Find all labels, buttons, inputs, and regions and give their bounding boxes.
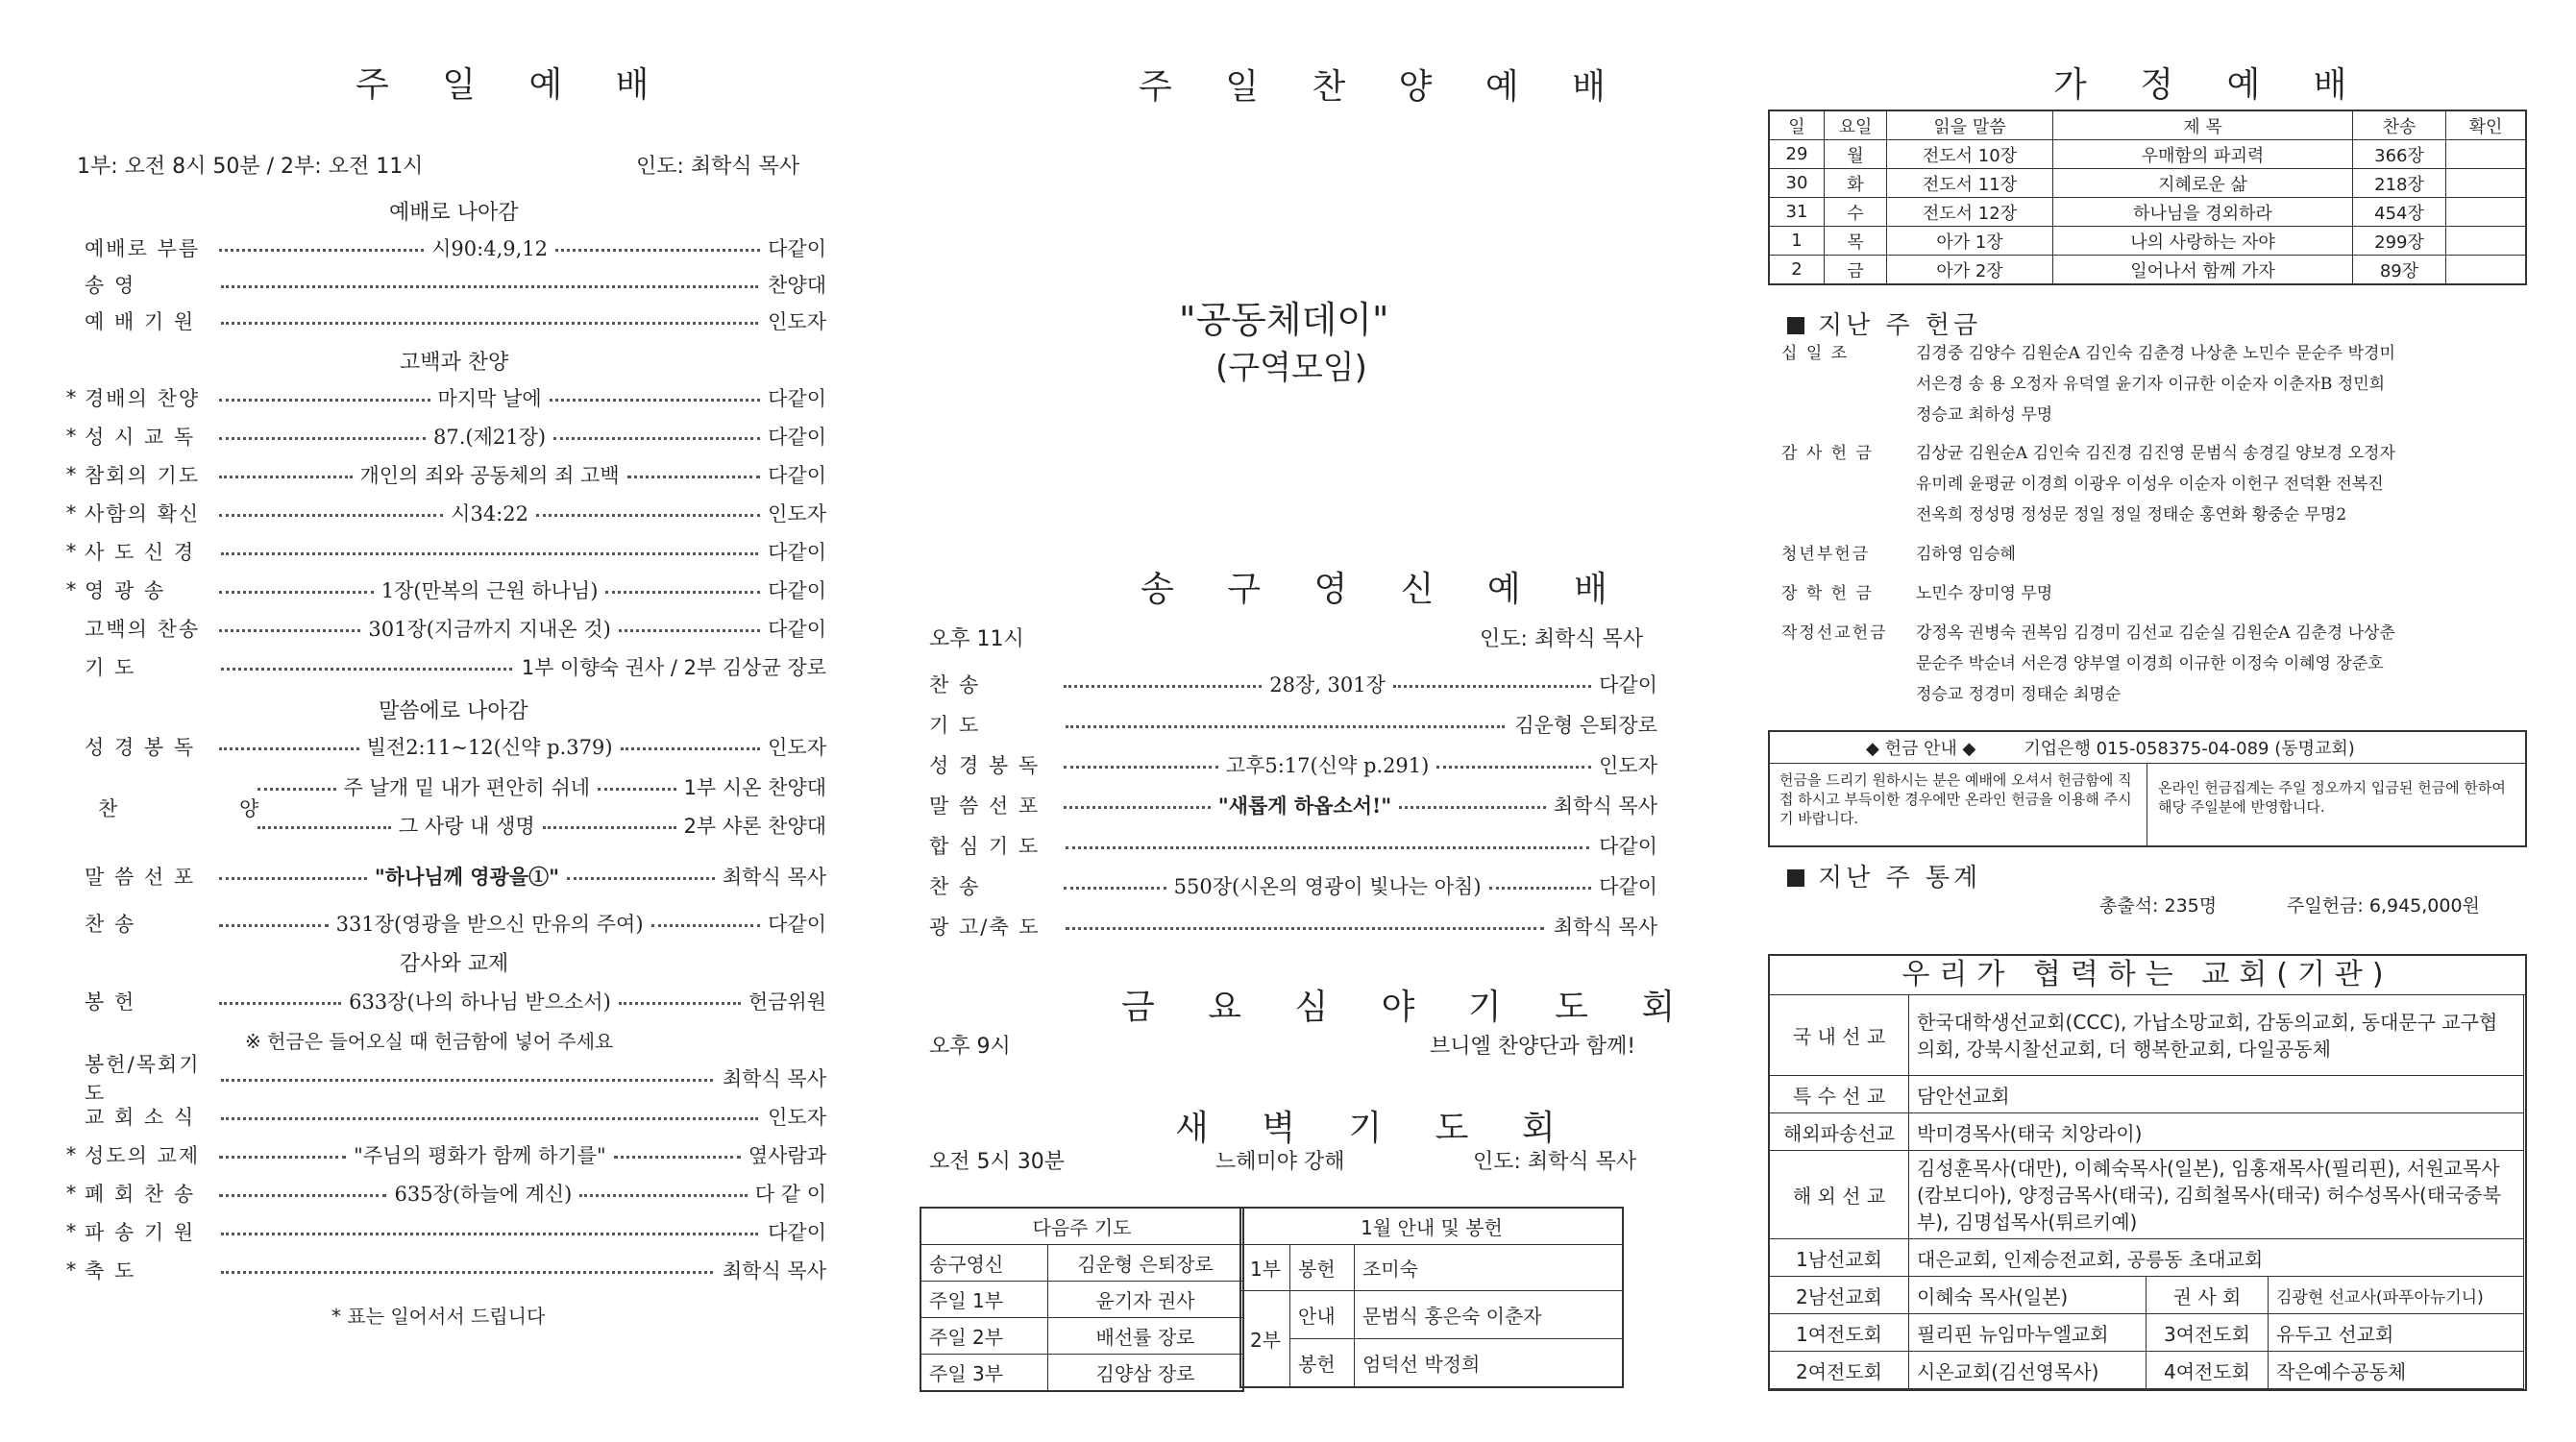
square-bullet-icon <box>1787 317 1804 334</box>
order-item: * 사함의 확신 시34:22 인도자 <box>65 501 826 525</box>
newyear-leader: 인도: 최학식 목사 <box>1480 627 1644 651</box>
giving-heading: 지난 주 헌금 <box>1787 306 1981 341</box>
sunday-worship-column <box>58 0 826 1442</box>
table-row: 31 수 전도서 12장 하나님을 경외하라 454장 <box>1769 198 2526 227</box>
service-times: 1부: 오전 8시 50분 / 2부: 오전 11시 <box>77 155 424 179</box>
table-row: 주일 3부 김양삼 장로 <box>920 1355 1243 1392</box>
order-item: 합 심 기 도 다같이 <box>929 835 1657 858</box>
partners-box <box>1768 954 2527 1391</box>
offering-guide-left: 헌금을 드리기 원하시는 분은 예배에 오셔서 헌금함에 직접 하시고 부득이한 경우에만 온라인 헌금을 이용해 주시기 바랍니다. <box>1779 771 2132 827</box>
order-item: * 파 송 기 원 다같이 <box>65 1220 826 1244</box>
order-item: 송 영 찬양대 <box>85 274 826 297</box>
praise-worship-title: 주 일 찬 양 예 배 <box>1139 67 1627 107</box>
choir-label: 찬 양 <box>98 797 317 820</box>
giving-block: 장 학 헌 금 노민수 장미영 무명 <box>1781 584 2053 603</box>
table-row: 국 내 선 교 한국대학생선교회(CCC), 가납소망교회, 감동의교회, 동대문구 교구협의회, 강북시찰선교회, 더 행복한교회, 다일공동체 <box>1770 995 2524 1076</box>
dawn-time: 오전 5시 30분 <box>929 1150 1065 1174</box>
order-item: * 영 광 송 1장(만복의 근원 하나님) 다같이 <box>65 578 826 602</box>
next-prayer-table <box>920 1207 1244 1392</box>
section-heading: 고백과 찬양 <box>400 351 509 375</box>
table-row: 29 월 전도서 10장 우매함의 파괴력 366장 <box>1769 140 2526 169</box>
order-item: * 사 도 신 경 다같이 <box>65 540 826 564</box>
order-item: 성 경 봉 독 고후5:17(신약 p.291) 인도자 <box>929 754 1657 777</box>
order-item: * 축 도 최학식 목사 <box>65 1259 826 1283</box>
next-prayer-header: 다음주 기도 <box>920 1208 1243 1245</box>
order-item: 기 도 김운형 은퇴장로 <box>929 714 1657 737</box>
sunday-worship-title: 주 일 예 배 <box>356 65 671 105</box>
partners-table <box>1769 994 2524 1389</box>
friday-prayer-title: 금 요 심 야 기 도 회 <box>1121 988 1697 1027</box>
order-item: * 참회의 기도 개인의 죄와 공동체의 죄 고백 다같이 <box>65 463 826 487</box>
table-row: 2 금 아가 2장 일어나서 함께 가자 89장 <box>1769 256 2526 285</box>
order-item: 말 씀 선 포 "새롭게 하옵소서!" 최학식 목사 <box>929 794 1657 818</box>
square-bullet-icon <box>1787 869 1804 887</box>
table-row: 봉헌 엄덕선 박정희 <box>1240 1339 1623 1387</box>
section-heading: 예배로 나아감 <box>389 201 519 225</box>
table-row: 1여전도회 필리핀 뉴임마누엘교회 3여전도회 유두고 선교회 <box>1770 1314 2524 1352</box>
table-row: 2여전도회 시온교회(김선영목사) 4여전도회 작은예수공동체 <box>1770 1352 2524 1389</box>
family-worship-column <box>1768 0 2527 1442</box>
dawn-leader: 인도: 최학식 목사 <box>1473 1150 1637 1174</box>
table-row: 특 수 선 교 담안선교회 <box>1770 1076 2524 1113</box>
order-item: 성 경 봉 독 빌전2:11~12(신약 p.379) 인도자 <box>85 736 826 759</box>
table-row: 해외파송선교 박미경목사(태국 치앙라이) <box>1770 1113 2524 1151</box>
event-title: "공동체데이" <box>1179 299 1389 341</box>
order-item: * 폐 회 찬 송 635장(하늘에 계신) 다 같 이 <box>65 1182 826 1206</box>
choir-line: 그 사랑 내 생명 2부 샤론 찬양대 <box>250 811 826 840</box>
table-row: 2남선교회 이혜숙 목사(일본) 권 사 회 김광현 선교사(파푸아뉴기니) <box>1770 1277 2524 1314</box>
dawn-text: 느헤미야 강해 <box>1215 1150 1345 1174</box>
order-item: 기 도 1부 이향숙 권사 / 2부 김상균 장로 <box>85 656 826 679</box>
event-subtitle: (구역모임) <box>1215 349 1367 387</box>
offering-guide-box <box>1768 730 2527 847</box>
praise-worship-column <box>918 0 1697 1442</box>
january-guide-header: 1월 안내 및 봉헌 <box>1240 1208 1623 1245</box>
table-row: 송구영신 김운형 은퇴장로 <box>920 1245 1243 1282</box>
order-item: 찬 송 28장, 301장 다같이 <box>929 673 1657 697</box>
giving-block: 감 사 헌 금 김상균 김원순A 김인숙 김진경 김진영 문범식 송경길 양보경 오정자 유미례 윤평균 이경희 이광우 이성우 이순자 이헌구 전덕환 전복진 전옥희 정성명 정성문 정일 정일 정태순 홍연화 황중순 무명2 <box>1781 444 2395 525</box>
stats-offering: 주일헌금: 6,945,000원 <box>2287 895 2480 917</box>
order-item: * 성도의 교제 "주님의 평화가 함께 하기를" 옆사람과 <box>65 1143 826 1167</box>
family-worship-table <box>1768 110 2527 285</box>
newyear-time: 오후 11시 <box>929 627 1024 651</box>
giving-block: 작정선교헌금 강정옥 권병숙 권복임 김경미 김선교 김순실 김원순A 김춘경 나상춘 문순주 박순녀 서은경 양부열 이경희 이규한 이정숙 이혜영 장준호 정승교 정경미 정태순 최명순 <box>1781 623 2395 704</box>
offering-guide-header: ◆ 헌금 안내 ◆ 기업은행 015-058375-04-089 (동명교회) <box>1770 732 2525 764</box>
dawn-prayer-title: 새 벽 기 도 회 <box>1175 1109 1577 1148</box>
family-worship-title: 가 정 예 배 <box>2053 65 2368 105</box>
stats-attendance: 총출석: 235명 <box>2099 895 2218 917</box>
order-item: 찬 송 331장(영광을 받으신 만유의 주여) 다같이 <box>85 913 826 936</box>
order-item: * 경배의 찬양 마지막 날에 다같이 <box>65 386 826 410</box>
section-heading: 말씀에로 나아감 <box>379 699 528 723</box>
order-item: * 성 시 교 독 87.(제21장) 다같이 <box>65 425 826 449</box>
friday-time: 오후 9시 <box>929 1035 1011 1059</box>
stats-heading: 지난 주 통계 <box>1787 858 1981 893</box>
standing-note: * 표는 일어서서 드립니다 <box>331 1305 546 1328</box>
table-row: 1 목 아가 1장 나의 사랑하는 자야 299장 <box>1769 227 2526 256</box>
partners-title: 우리가 협력하는 교회(기관) <box>1770 956 2525 995</box>
order-item: 말 씀 선 포 "하나님께 영광을①" 최학식 목사 <box>85 865 826 889</box>
section-heading: 감사와 교제 <box>400 952 509 976</box>
table-row: 주일 1부 윤기자 권사 <box>920 1282 1243 1318</box>
choir-line: 주 날개 밑 내가 편안히 쉬네 1부 시온 찬양대 <box>250 772 826 801</box>
table-row: 주일 2부 배선률 장로 <box>920 1318 1243 1355</box>
table-row: 해 외 선 교 김성훈목사(대만), 이혜숙목사(일본), 임홍재목사(필리핀), 서원교목사(캄보디아), 양정금목사(태국), 김희철목사(태국) 허수성목사(태국중북부), 김명섭목사(튀르키예) <box>1770 1151 2524 1239</box>
order-item: 봉헌/목회기도 최학식 목사 <box>85 1053 826 1105</box>
giving-block: 청년부헌금 김하영 임승혜 <box>1781 545 2016 564</box>
table-row: 1남선교회 대은교회, 인제승전교회, 공릉동 초대교회 <box>1770 1239 2524 1277</box>
order-item: 교 회 소 식 인도자 <box>85 1106 826 1129</box>
offering-note: ※ 헌금은 들어오실 때 헌금함에 넣어 주세요 <box>245 1030 614 1053</box>
order-item: 찬 송 550장(시온의 영광이 빛나는 아침) 다같이 <box>929 875 1657 898</box>
friday-note: 브니엘 찬양단과 함께! <box>1430 1035 1636 1059</box>
table-row: 2부 안내 문범식 홍은숙 이춘자 <box>1240 1291 1623 1339</box>
order-item: 고백의 찬송 301장(지금까지 지내온 것) 다같이 <box>85 618 826 641</box>
newyear-service-title: 송 구 영 신 예 배 <box>1141 570 1629 609</box>
order-item: 봉 헌 633장(나의 하나님 받으소서) 헌금위원 <box>85 990 826 1014</box>
january-guide-table <box>1239 1207 1624 1388</box>
order-item: 예 배 기 원 인도자 <box>85 310 826 333</box>
service-leader: 인도: 최학식 목사 <box>636 155 800 179</box>
order-item: 광 고/축 도 최학식 목사 <box>929 916 1657 939</box>
table-row: 1부 봉헌 조미숙 <box>1240 1245 1623 1291</box>
giving-block: 십 일 조 김경중 김양수 김원순A 김인숙 김춘경 나상춘 노민수 문순주 박경미 서은경 송 용 오정자 유덕열 윤기자 이규한 이순자 이춘자B 정민희 정승교 최하성 무명 <box>1781 344 2395 425</box>
offering-guide-right: 온라인 헌금집계는 주일 정오까지 입금된 헌금에 한하여 해당 주일분에 반영합니다. <box>2158 779 2506 816</box>
table-header-row: 일 요일 읽을 말씀 제 목 찬송 확인 <box>1769 110 2526 140</box>
order-item: 예배로 부름 시90:4,9,12 다같이 <box>85 237 826 260</box>
table-row: 30 화 전도서 11장 지혜로운 삶 218장 <box>1769 169 2526 198</box>
